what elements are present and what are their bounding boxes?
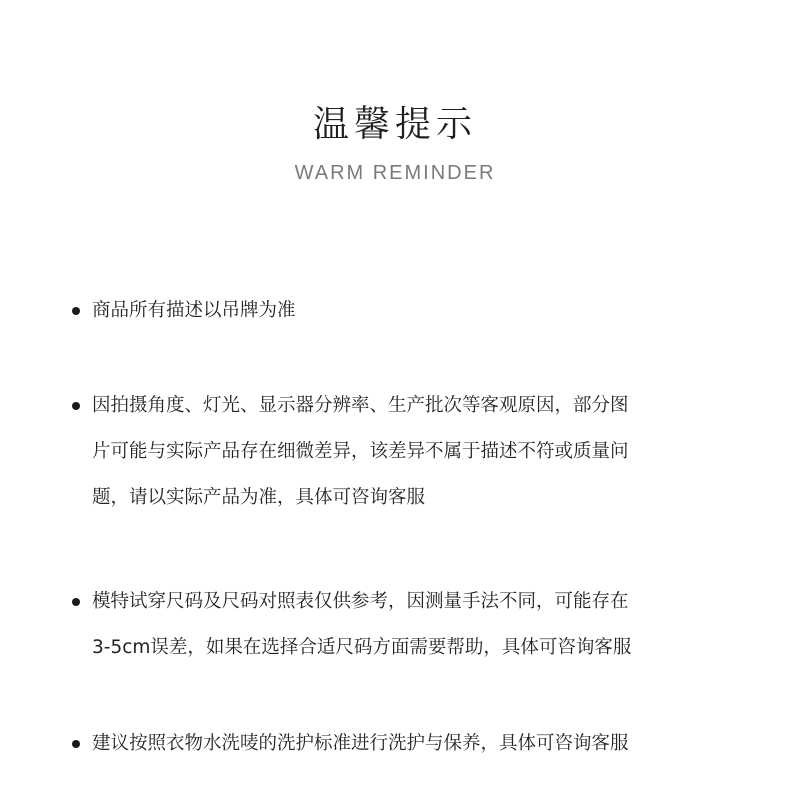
page-title: 温馨提示 bbox=[312, 104, 477, 145]
bullet-dot-icon bbox=[72, 598, 80, 606]
item-text-line: 因拍摄角度、灯光、显示器分辨率、生产批次等客观原因，部分图 bbox=[92, 395, 629, 416]
item-text-line: 商品所有描述以吊牌为准 bbox=[92, 300, 296, 321]
bullet-dot-icon bbox=[72, 740, 80, 748]
item-text-line: 题，请以实际产品为准，具体可咨询客服 bbox=[92, 487, 426, 508]
list-item bbox=[92, 721, 752, 767]
bullet-dot-icon bbox=[72, 402, 80, 410]
item-text-line: 建议按照衣物水洗唛的洗护标准进行洗护与保养，具体可咨询客服 bbox=[92, 733, 629, 754]
item-text-line: 3-5cm误差，如果在选择合适尺码方面需要帮助，具体可咨询客服 bbox=[92, 637, 632, 658]
list-item bbox=[92, 579, 752, 671]
page-subtitle: WARM REMINDER bbox=[294, 162, 496, 184]
list-item bbox=[92, 288, 752, 334]
item-text-line: 模特试穿尺码及尺码对照表仅供参考，因测量手法不同，可能存在 bbox=[92, 591, 629, 612]
bullet-dot-icon bbox=[72, 307, 80, 315]
list-item bbox=[92, 383, 752, 521]
item-text-line: 片可能与实际产品存在细微差异，该差异不属于描述不符或质量问 bbox=[92, 441, 629, 462]
